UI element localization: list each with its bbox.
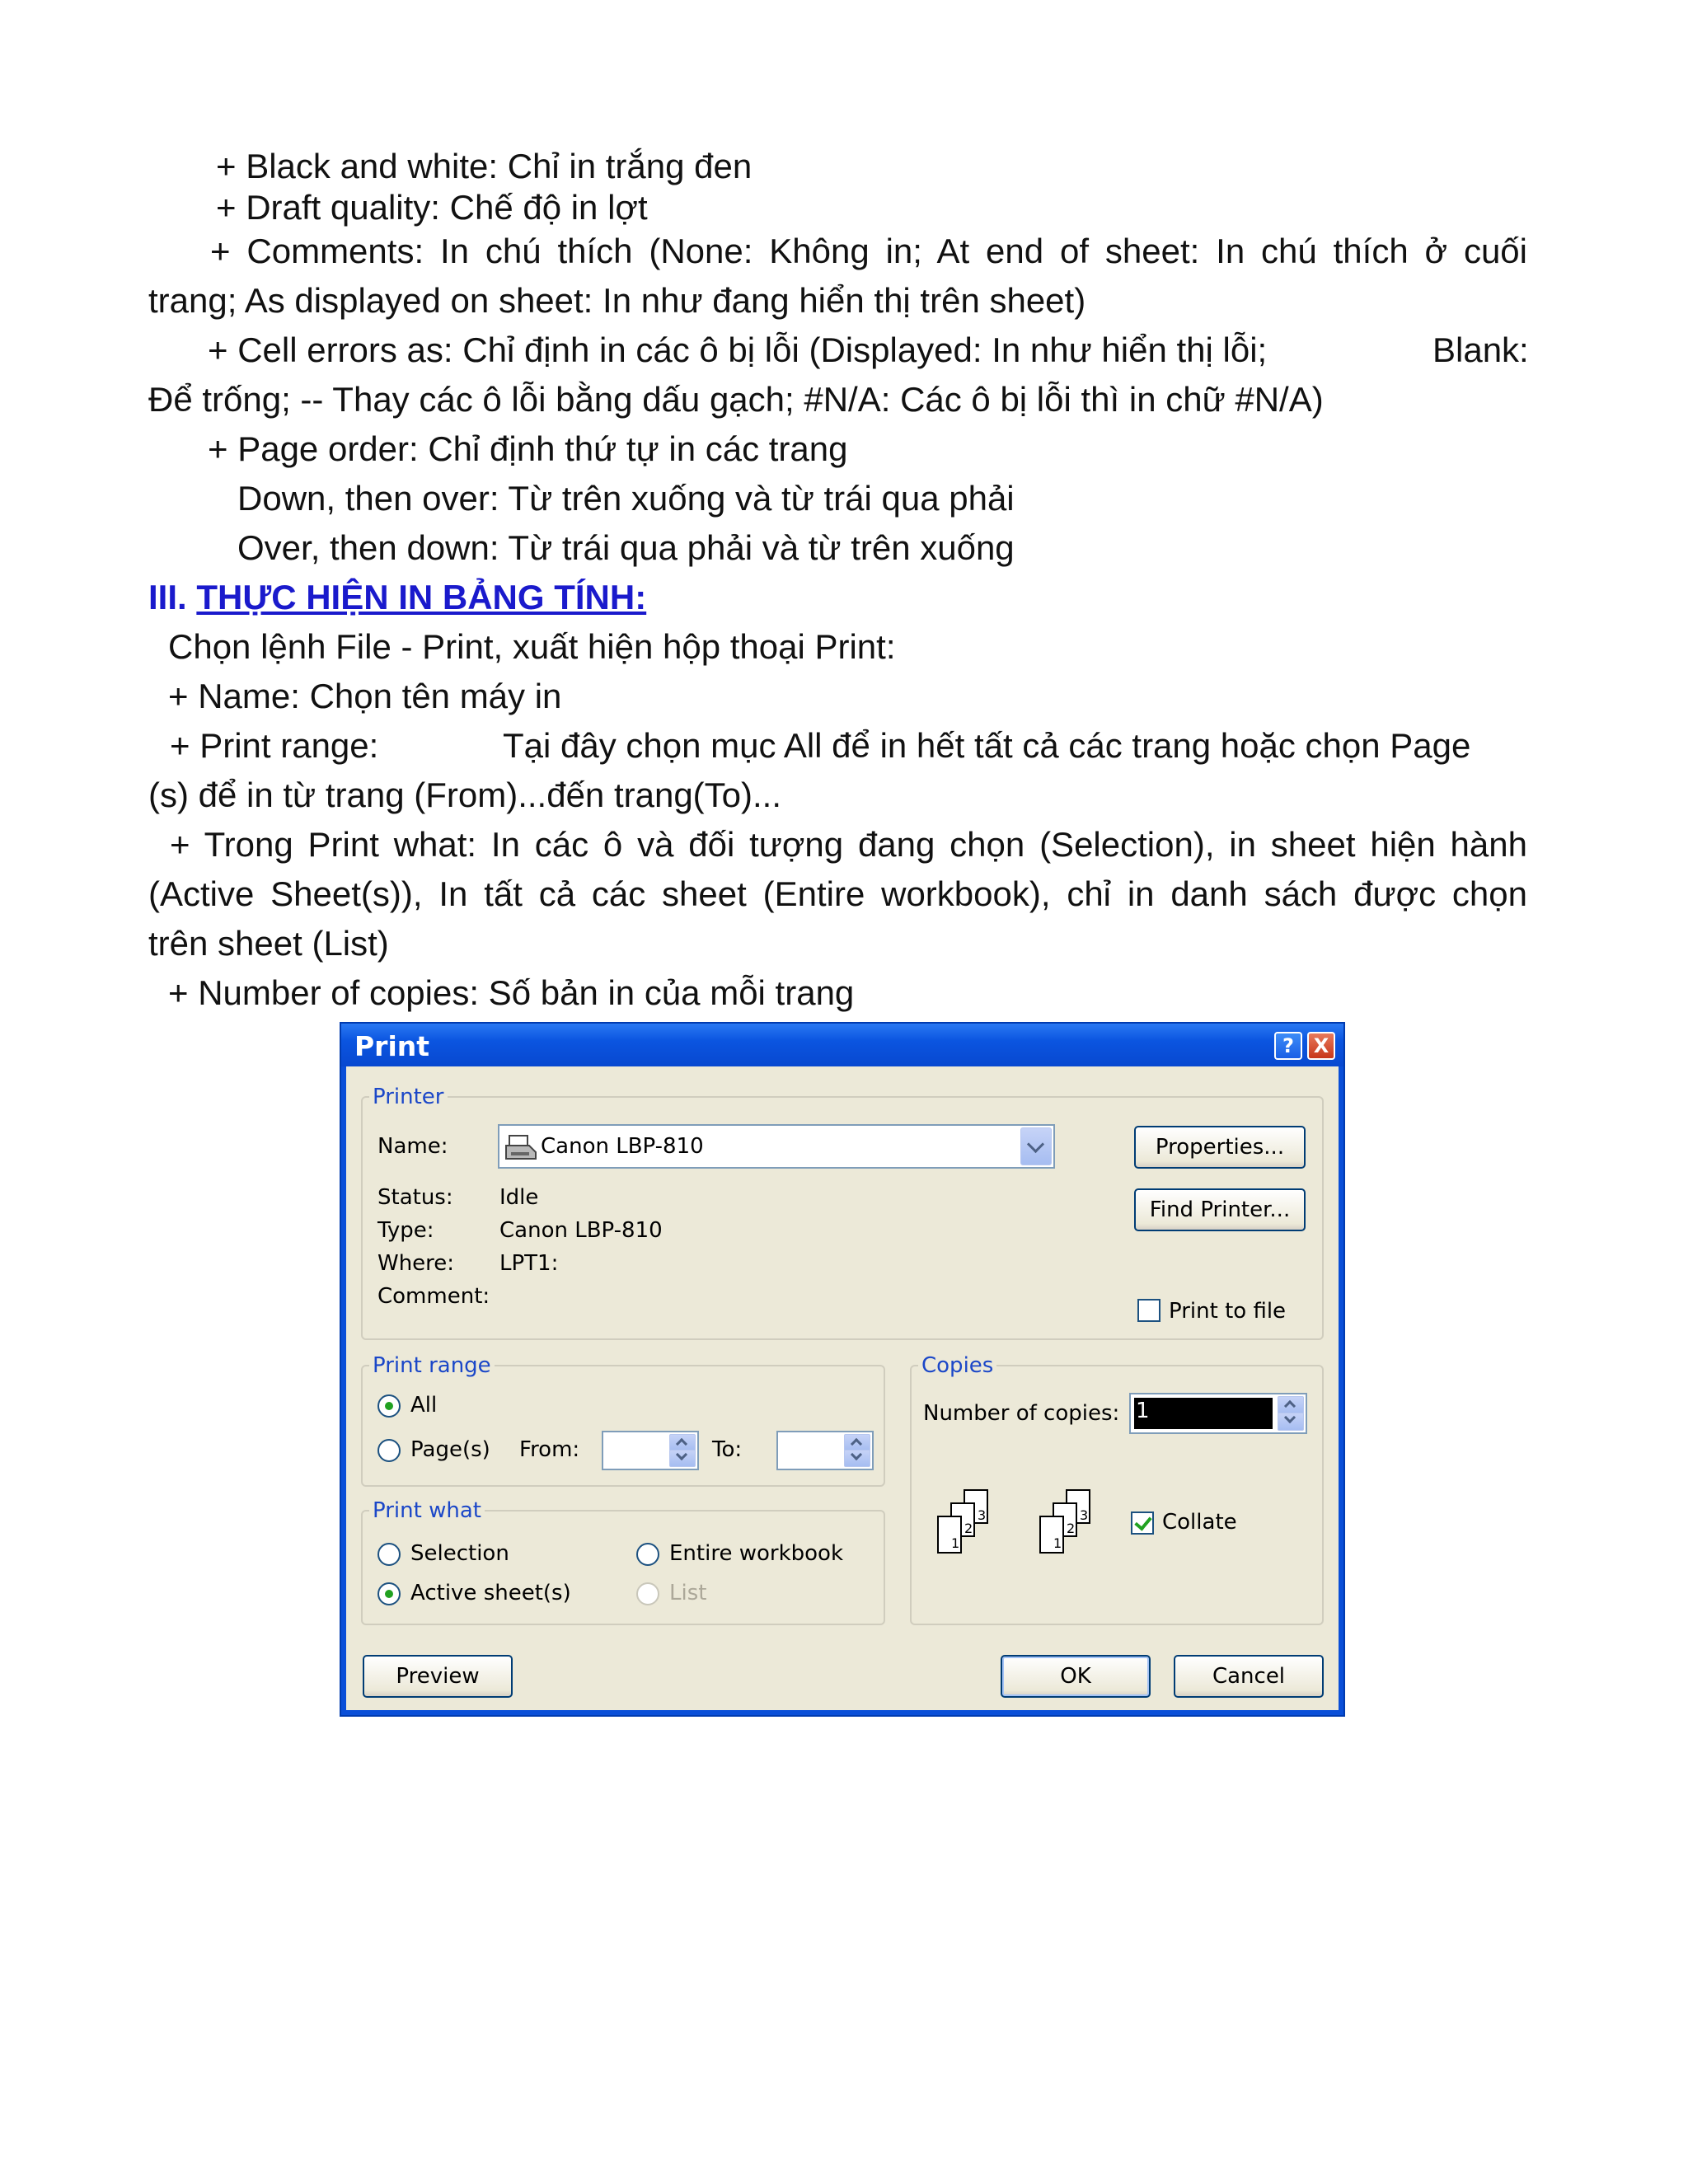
comment-label: Comment: [377,1284,490,1309]
line-print-what: + Trong Print what: In các ô và đối tượng đang chọn (Selection), in sheet hiện hành [170,825,1527,864]
collate-checkbox[interactable] [1131,1511,1154,1535]
entire-workbook-label: Entire workbook [669,1541,843,1566]
to-spinner[interactable] [776,1431,874,1470]
svg-text:2: 2 [1067,1521,1076,1536]
dialog-titlebar[interactable] [341,1024,1343,1066]
line-print-what-cont2: trên sheet (List) [148,924,389,963]
spin-down-icon[interactable] [669,1450,696,1467]
heading-number: III. [148,578,197,616]
printer-icon [504,1132,537,1162]
collate-label: Collate [1162,1510,1237,1535]
properties-button[interactable]: Properties... [1134,1126,1306,1169]
entire-workbook-radio[interactable] [636,1543,659,1566]
copies-group [910,1353,1324,1625]
line-cell-errors-cont: Để trống; -- Thay các ô lỗi bằng dấu gạch; #N/A: Các ô bị lỗi thì in chữ #N/A) [148,380,1324,419]
line-number-copies: + Number of copies: Số bản in của mỗi trang [168,973,855,1012]
cancel-button[interactable]: Cancel [1174,1655,1324,1698]
line-name: + Name: Chọn tên máy in [168,677,562,715]
line-choose-command: Chọn lệnh File - Print, xuất hiện hộp thoại Print: [168,627,896,666]
spin-up-icon[interactable] [1278,1396,1304,1414]
from-label: From: [519,1437,580,1462]
svg-text:3: 3 [1080,1507,1089,1523]
print-to-file-label: Print to file [1169,1299,1287,1324]
print-range-group-label: Print range [369,1353,495,1378]
print-dialog [340,1022,1345,1717]
selection-label: Selection [410,1541,509,1566]
spin-up-icon[interactable] [844,1434,870,1451]
find-printer-button[interactable]: Find Printer... [1134,1188,1306,1231]
print-to-file-checkbox[interactable] [1137,1299,1160,1322]
dialog-title: Print [354,1030,430,1062]
where-value: LPT1: [499,1251,559,1276]
svg-text:2: 2 [964,1521,973,1536]
section-heading [148,573,646,622]
preview-button[interactable]: Preview [363,1655,513,1698]
all-radio[interactable] [377,1394,401,1418]
from-spinner[interactable] [602,1431,699,1470]
collate-pages-icon [1029,1488,1095,1558]
type-value: Canon LBP-810 [499,1218,663,1243]
line-print-what-cont: (Active Sheet(s)), In tất cả các sheet (Entire workbook), chỉ in danh sách được chọn [148,874,1527,913]
line-over-then-down: Over, then down: Từ trái qua phải và từ trên xuống [237,528,1015,567]
chevron-down-icon[interactable] [1020,1127,1052,1165]
line-comments-cont: trang; As displayed on sheet: In như đang hiển thị trên sheet) [148,281,1086,320]
heading-text: THỰC HIỆN IN BẢNG TÍNH: [196,578,647,616]
line-cell-errors-blank: Blank: [1432,330,1529,369]
list-radio [636,1582,659,1605]
spin-up-icon[interactable] [669,1434,696,1451]
pages-radio[interactable] [377,1439,401,1462]
spin-down-icon[interactable] [844,1450,870,1467]
line-black-white: + Black and white: Chỉ in trắng đen [216,147,753,185]
printer-group [361,1085,1324,1340]
name-label: Name: [377,1134,448,1159]
type-label: Type: [377,1218,434,1243]
printer-name-value: Canon LBP-810 [541,1134,704,1159]
pages-label: Page(s) [410,1437,490,1462]
printer-group-label: Printer [369,1085,448,1109]
help-button[interactable]: ? [1274,1032,1302,1060]
ok-button[interactable]: OK [1001,1655,1151,1698]
spin-down-icon[interactable] [1278,1413,1304,1431]
all-label: All [410,1393,438,1418]
print-range-group [361,1353,885,1487]
copies-spinner[interactable] [1129,1393,1307,1434]
line-page-order: + Page order: Chỉ định thứ tự in các trang [208,429,848,468]
status-value: Idle [499,1185,539,1210]
line-comments: + Comments: In chú thích (None: Không in; At end of sheet: In chú thích ở cuối [210,232,1527,270]
active-sheets-radio[interactable] [377,1582,401,1605]
active-sheets-label: Active sheet(s) [410,1581,571,1605]
copies-group-label: Copies [918,1353,996,1378]
line-cell-errors: + Cell errors as: Chỉ định in các ô bị lỗi (Displayed: In như hiển thị lỗi; [208,330,1268,369]
line-print-range-cont: (s) để in từ trang (From)...đến trang(To)... [148,776,782,814]
list-label: List [669,1581,707,1605]
line-down-then-over: Down, then over: Từ trên xuống và từ trái qua phải [237,479,1015,518]
line-print-range-desc: Tại đây chọn mục All để in hết tất cả các trang hoặc chọn Page [503,726,1471,765]
copies-value[interactable]: 1 [1134,1398,1273,1429]
where-label: Where: [377,1251,455,1276]
line-print-range-label: + Print range: [170,726,379,765]
printer-name-select[interactable] [498,1124,1055,1169]
close-button[interactable]: X [1307,1032,1335,1060]
print-what-group-label: Print what [369,1498,485,1523]
line-draft-quality: + Draft quality: Chế độ in lợt [216,188,648,227]
number-of-copies-label: Number of copies: [923,1401,1120,1426]
selection-radio[interactable] [377,1543,401,1566]
svg-text:1: 1 [951,1535,960,1551]
svg-text:3: 3 [978,1507,987,1523]
svg-text:1: 1 [1053,1535,1062,1551]
dialog-client [346,1066,1339,1710]
to-label: To: [712,1437,743,1462]
print-what-group [361,1498,885,1625]
collate-pages-icon [926,1488,992,1558]
status-label: Status: [377,1185,453,1210]
